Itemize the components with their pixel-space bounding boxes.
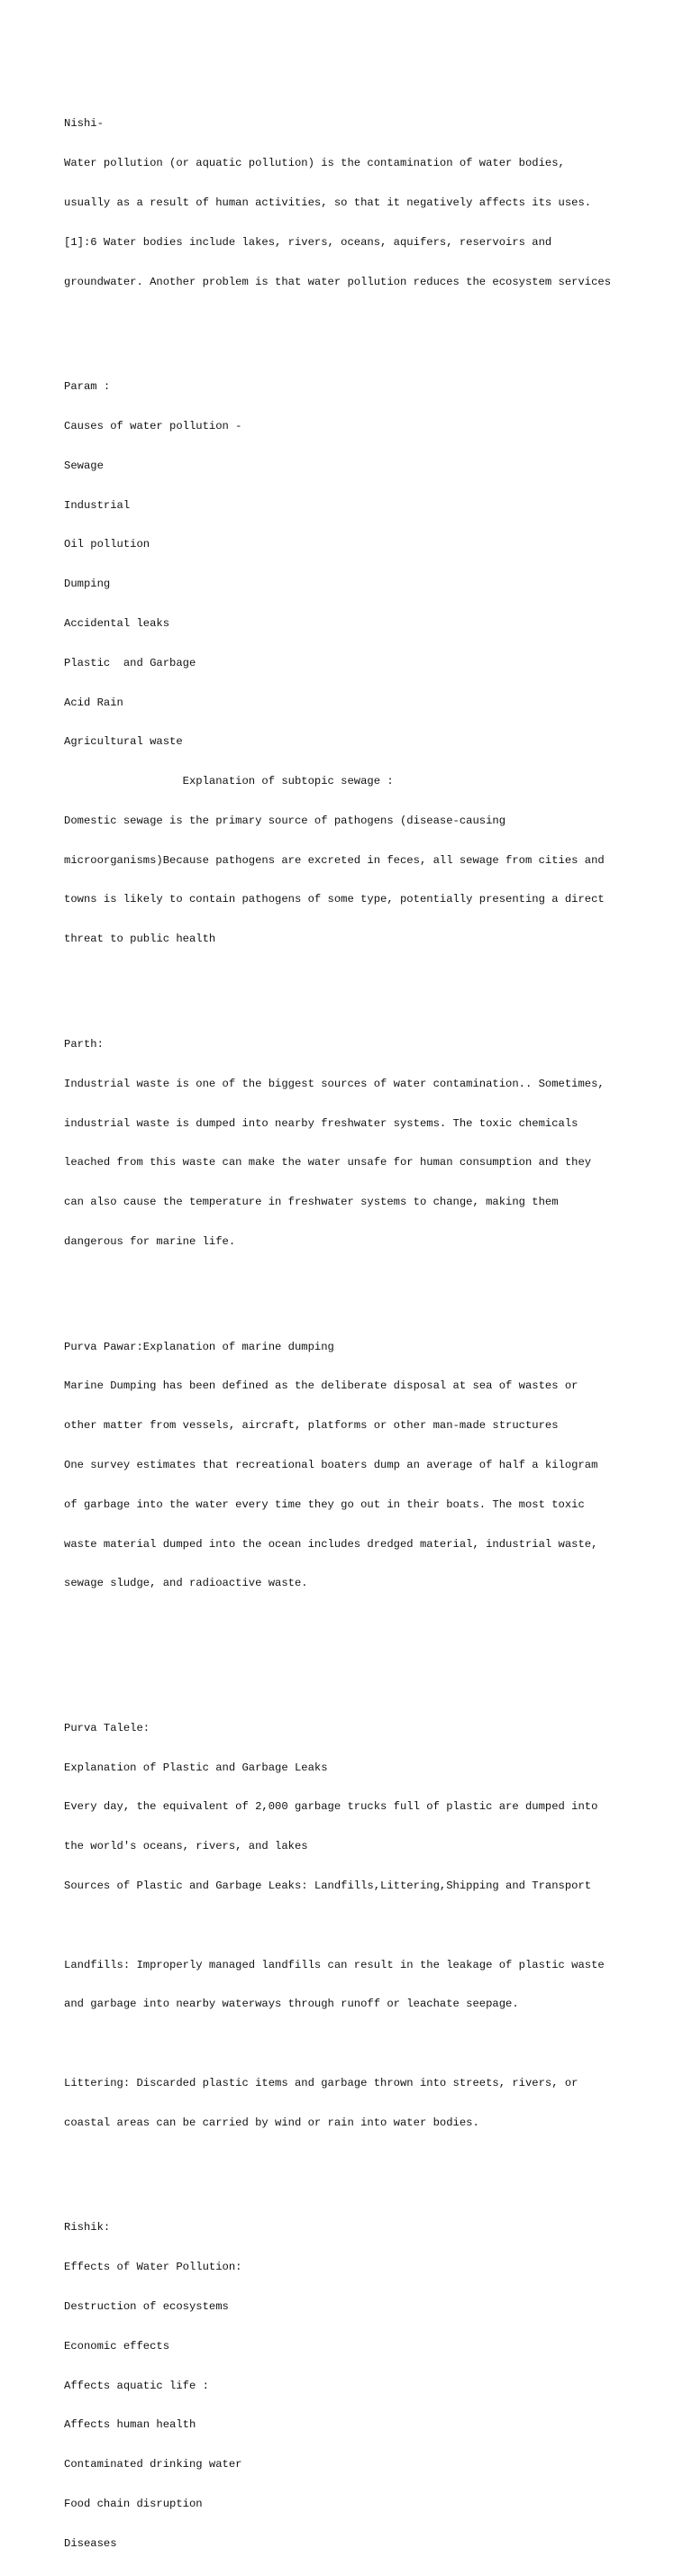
paragraph-line: Domestic sewage is the primary source of pathogens (disease-causing	[64, 814, 506, 827]
paragraph-line: dangerous for marine life.	[64, 1234, 236, 1248]
paragraph-line: towns is likely to contain pathogens of some type, potentially presenting a direct	[64, 893, 605, 906]
paragraph-line: microorganisms)Because pathogens are excreted in feces, all sewage from cities and	[64, 853, 605, 867]
cause-item: Accidental leaks	[64, 616, 170, 630]
effect-item: Affects aquatic life :	[64, 2379, 209, 2392]
cause-item: Industrial	[64, 498, 131, 512]
effect-item: Food chain disruption	[64, 2497, 203, 2510]
paragraph-line: leached from this waste can make the water unsafe for human consumption and they	[64, 1156, 592, 1170]
section-heading-rishik: Rishik:	[64, 2221, 111, 2235]
paragraph-line: Explanation of Plastic and Garbage Leaks	[64, 1761, 328, 1774]
blank-line	[64, 1919, 677, 1933]
effect-item: Destruction of ecosystems	[64, 2299, 229, 2313]
blank-line	[64, 1616, 677, 1630]
blank-line	[64, 1275, 677, 1288]
littering-line: Littering: Discarded plastic items and garbage thrown into streets, rivers, or	[64, 2076, 578, 2089]
section-heading-nishi: Nishi-	[64, 117, 104, 131]
blank-line	[64, 1656, 677, 1670]
effect-item: Contaminated drinking water	[64, 2458, 242, 2471]
paragraph-line: industrial waste is dumped into nearby freshwater systems. The toxic chemicals	[64, 1116, 578, 1130]
paragraph-line: can also cause the temperature in freshwater systems to change, making them	[64, 1196, 559, 1209]
blank-line	[64, 2155, 677, 2169]
effect-item: Economic effects	[64, 2339, 170, 2353]
landfills-line: Landfills: Improperly managed landfills can result in the leakage of plastic waste	[64, 1958, 605, 1971]
paragraph-line: usually as a result of human activities, so that it negatively affects its uses.	[64, 196, 592, 209]
subtopic-title: Explanation of subtopic sewage :	[64, 775, 394, 788]
paragraph-line: Every day, the equivalent of 2,000 garbage trucks full of plastic are dumped into	[64, 1800, 598, 1814]
paragraph-line: Sources of Plastic and Garbage Leaks: Landfills,Littering,Shipping and Transport	[64, 1879, 592, 1892]
landfills-line: and garbage into nearby waterways through runoff or leachate seepage.	[64, 1998, 519, 2011]
paragraph-line: waste material dumped into the ocean includes dredged material, industrial waste,	[64, 1537, 598, 1551]
cause-item: Oil pollution	[64, 538, 150, 551]
paragraph-line: Water pollution (or aquatic pollution) is the contamination of water bodies,	[64, 157, 565, 170]
blank-line	[64, 2037, 677, 2051]
cause-item: Acid Rain	[64, 696, 123, 709]
paragraph-line: One survey estimates that recreational boaters dump an average of half a kilogram	[64, 1458, 598, 1471]
paragraph-line: Industrial waste is one of the biggest sources of water contamination.. Sometimes,	[64, 1077, 605, 1090]
cause-item: Plastic and Garbage	[64, 656, 196, 669]
effects-title: Effects of Water Pollution:	[64, 2261, 242, 2274]
section-heading-parth: Parth:	[64, 1037, 104, 1051]
effect-item: Diseases	[64, 2536, 117, 2550]
paragraph-line: of garbage into the water every time they go out in their boats. The most toxic	[64, 1497, 585, 1511]
paragraph-line: threat to public health	[64, 933, 216, 946]
section-heading-param: Param :	[64, 380, 111, 394]
document-page	[64, 65, 677, 2576]
paragraph-line: the world's oceans, rivers, and lakes	[64, 1840, 308, 1853]
cause-item: Dumping	[64, 578, 111, 591]
section-heading-purva-pawar: Purva Pawar:Explanation of marine dumping	[64, 1340, 334, 1353]
effect-item: Affects human health	[64, 2418, 196, 2432]
paragraph-line: other matter from vessels, aircraft, platforms or other man-made structures	[64, 1419, 559, 1433]
paragraph-line: [1]:6 Water bodies include lakes, rivers, oceans, aquifers, reservoirs and	[64, 235, 552, 249]
cause-item: Agricultural waste	[64, 735, 183, 749]
paragraph-line: sewage sludge, and radioactive waste.	[64, 1577, 308, 1590]
section-heading-purva-talele: Purva Talele:	[64, 1721, 150, 1734]
blank-line	[64, 972, 677, 986]
cause-item: Sewage	[64, 459, 104, 472]
littering-line: coastal areas can be carried by wind or rain into water bodies.	[64, 2116, 479, 2129]
paragraph-line: Marine Dumping has been defined as the deliberate disposal at sea of wastes or	[64, 1379, 578, 1393]
blank-line	[64, 314, 677, 328]
paragraph-line: groundwater. Another problem is that water pollution reduces the ecosystem services	[64, 275, 612, 288]
causes-title: Causes of water pollution -	[64, 420, 242, 433]
